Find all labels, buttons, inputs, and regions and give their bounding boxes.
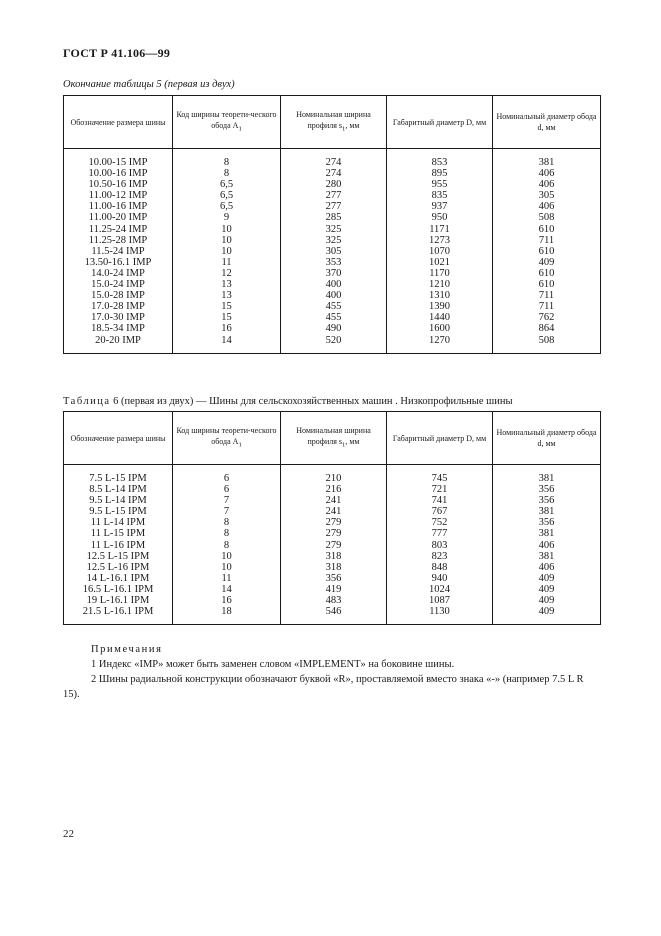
table-cell: 1210 bbox=[429, 279, 450, 291]
table-cell: 400 bbox=[325, 279, 342, 291]
table5-col-rim-diameter bbox=[493, 149, 601, 354]
table-cell: 11 L-15 IPM bbox=[90, 528, 146, 540]
table-cell: 409 bbox=[538, 595, 555, 607]
table-cell: 10 bbox=[221, 550, 232, 562]
table-cell: 409 bbox=[538, 256, 555, 268]
table-cell: 13 bbox=[221, 290, 232, 302]
col-header-section-width: Номинальная ширина профиля $s_1$, мм bbox=[281, 96, 387, 149]
table-cell: 508 bbox=[538, 212, 555, 224]
table-cell: 745 bbox=[431, 473, 448, 484]
table-cell: 762 bbox=[538, 312, 555, 324]
table-cell: 400 bbox=[325, 290, 342, 302]
table-cell: 8 bbox=[223, 528, 230, 540]
table-cell: 16.5 L-16.1 IPM bbox=[82, 583, 154, 595]
table-cell: 406 bbox=[538, 561, 555, 573]
table-cell: 8 bbox=[223, 157, 230, 168]
table-cell: 711 bbox=[538, 290, 555, 302]
table-cell: 955 bbox=[431, 179, 448, 191]
table-cell: 11 L-16 IPM bbox=[90, 539, 146, 551]
table-cell: 546 bbox=[325, 606, 342, 618]
table5-col-size bbox=[64, 149, 173, 354]
table-cell: 11.00-12 IMP bbox=[88, 190, 148, 202]
table-cell: 777 bbox=[431, 528, 448, 540]
table-cell: 11.00-16 IMP bbox=[88, 201, 148, 213]
table-cell: 848 bbox=[431, 561, 448, 573]
table-cell: 752 bbox=[431, 517, 448, 529]
table-cell: 406 bbox=[538, 201, 555, 213]
table-cell: 10 bbox=[221, 223, 232, 235]
table-cell: 17.0-30 IMP bbox=[91, 312, 145, 324]
table-cell: 18.5-34 IMP bbox=[91, 323, 145, 335]
table-cell: 610 bbox=[538, 245, 555, 257]
table-cell: 11 bbox=[221, 572, 232, 584]
table-cell: 318 bbox=[325, 550, 342, 562]
table-cell: 15 bbox=[221, 312, 232, 324]
col-header-size: Обозначение размера шины bbox=[64, 412, 173, 465]
table-cell: 1024 bbox=[429, 583, 450, 595]
table6-col-rim-diameter bbox=[493, 465, 601, 625]
note-item: 2 Шины радиальной конструкции обозначают буквой «R», проставляемой вместо знака «-» (например 7.5 L R 15). bbox=[63, 674, 584, 700]
table-cell: 274 bbox=[325, 157, 342, 168]
table-cell: 864 bbox=[538, 323, 555, 335]
table-cell: 1310 bbox=[429, 290, 450, 302]
table6-caption-word: Таблица bbox=[63, 396, 111, 407]
table-cell: 1171 bbox=[429, 223, 450, 235]
table-cell: 940 bbox=[431, 572, 448, 584]
table-cell: 9.5 L-14 IPM bbox=[89, 495, 147, 507]
table-cell: 10.50-16 IMP bbox=[88, 179, 148, 191]
table6 bbox=[63, 411, 601, 625]
table-cell: 18 bbox=[221, 606, 232, 618]
table-cell: 610 bbox=[538, 267, 555, 279]
table-cell: 1170 bbox=[429, 267, 450, 279]
table-cell: 11 L-14 IPM bbox=[90, 517, 146, 529]
table-cell: 381 bbox=[538, 528, 555, 540]
table-cell: 241 bbox=[325, 506, 342, 518]
table-cell: 6,5 bbox=[219, 201, 234, 213]
table-cell: 279 bbox=[325, 517, 342, 529]
table-cell: 409 bbox=[538, 572, 555, 584]
col-header-overall-diameter: Габаритный диаметр D, мм bbox=[387, 412, 493, 465]
table-cell: 16 bbox=[221, 323, 232, 335]
col-header-rim-width-code: Код ширины теорети-ческого обода $A_1$ bbox=[173, 412, 281, 465]
table-cell: 10 bbox=[221, 234, 232, 246]
table-cell: 19 L-16.1 IPM bbox=[86, 595, 150, 607]
table-cell: 15.0-28 IMP bbox=[91, 290, 145, 302]
table-cell: 279 bbox=[325, 539, 342, 551]
table-cell: 277 bbox=[325, 201, 342, 213]
table-cell: 9 bbox=[223, 212, 230, 224]
col-header-rim-diameter: Номинальный диаметр обода d, мм bbox=[493, 96, 601, 149]
table-cell: 305 bbox=[325, 245, 342, 257]
table-cell: 14 L-16.1 IPM bbox=[86, 572, 150, 584]
table6-header-row bbox=[64, 412, 601, 465]
table-cell: 1273 bbox=[429, 234, 450, 246]
table6-col-size bbox=[64, 465, 173, 625]
table5-body bbox=[64, 149, 601, 354]
page-number: 22 bbox=[63, 828, 74, 840]
table-cell: 11 bbox=[221, 256, 232, 268]
table-cell: 11.25-24 IMP bbox=[88, 223, 148, 235]
table-cell: 6,5 bbox=[219, 179, 234, 191]
table-cell: 16 bbox=[221, 595, 232, 607]
table-cell: 803 bbox=[431, 539, 448, 551]
table-cell: 6,5 bbox=[219, 190, 234, 202]
table-cell: 711 bbox=[538, 301, 555, 313]
table-cell: 1021 bbox=[429, 256, 450, 268]
table-cell: 409 bbox=[538, 583, 555, 595]
table-cell: 12 bbox=[221, 267, 232, 279]
table-cell: 216 bbox=[325, 484, 342, 496]
col-header-overall-diameter: Габаритный диаметр D, мм bbox=[387, 96, 493, 149]
table-cell: 455 bbox=[325, 301, 342, 313]
table-cell: 274 bbox=[325, 168, 342, 180]
table-cell: 15.0-24 IMP bbox=[91, 279, 145, 291]
table-cell: 13.50-16.1 IMP bbox=[84, 256, 152, 268]
table-cell: 20-20 IMP bbox=[95, 334, 141, 346]
table-cell: 318 bbox=[325, 561, 342, 573]
table-cell: 937 bbox=[431, 201, 448, 213]
table-cell: 853 bbox=[431, 157, 448, 168]
notes bbox=[63, 642, 600, 702]
table-cell: 13 bbox=[221, 279, 232, 291]
table-cell: 8 bbox=[223, 539, 230, 551]
table-cell: 610 bbox=[538, 223, 555, 235]
table-cell: 10.00-16 IMP bbox=[88, 168, 148, 180]
table-cell: 11.5-24 IMP bbox=[91, 245, 145, 257]
col-header-section-width: Номинальная ширина профиля $s_1$, мм bbox=[281, 412, 387, 465]
table-cell: 370 bbox=[325, 267, 342, 279]
table-cell: 490 bbox=[325, 323, 342, 335]
table-cell: 419 bbox=[325, 583, 342, 595]
table-cell: 1087 bbox=[429, 595, 450, 607]
table-cell: 741 bbox=[431, 495, 448, 507]
table6-caption-text: 6 (первая из двух) — Шины для сельскохозяйственных машин . Низкопрофильные шины bbox=[113, 396, 513, 407]
table-cell: 353 bbox=[325, 256, 342, 268]
table-cell: 277 bbox=[325, 190, 342, 202]
table6-col-section-width bbox=[281, 465, 387, 625]
table5-header-row bbox=[64, 96, 601, 149]
table-cell: 21.5 L-16.1 IPM bbox=[82, 606, 154, 618]
table-cell: 823 bbox=[431, 550, 448, 562]
document-header: ГОСТ Р 41.106—99 bbox=[63, 46, 171, 60]
table-cell: 14.0-24 IMP bbox=[91, 267, 145, 279]
table5-col-rim-code bbox=[173, 149, 281, 354]
table-cell: 483 bbox=[325, 595, 342, 607]
table-cell: 12.5 L-15 IPM bbox=[86, 550, 150, 562]
table-cell: 406 bbox=[538, 168, 555, 180]
table-cell: 895 bbox=[431, 168, 448, 180]
table-cell: 381 bbox=[538, 506, 555, 518]
table-cell: 356 bbox=[538, 495, 555, 507]
table-cell: 6 bbox=[223, 484, 230, 496]
table-cell: 1440 bbox=[429, 312, 450, 324]
table-cell: 7 bbox=[223, 495, 230, 507]
table-cell: 356 bbox=[538, 484, 555, 496]
table-cell: 406 bbox=[538, 539, 555, 551]
table-cell: 1390 bbox=[429, 301, 450, 313]
table-cell: 9.5 L-15 IPM bbox=[89, 506, 147, 518]
table-cell: 767 bbox=[431, 506, 448, 518]
table-cell: 10.00-15 IMP bbox=[88, 157, 148, 168]
table-cell: 8 bbox=[223, 168, 230, 180]
table-cell: 455 bbox=[325, 312, 342, 324]
table-cell: 1270 bbox=[429, 334, 450, 346]
table-cell: 1070 bbox=[429, 245, 450, 257]
table-cell: 14 bbox=[221, 334, 232, 346]
table-cell: 381 bbox=[538, 473, 555, 484]
col-header-rim-width-code: Код ширины теорети-ческого обода $A_1$ bbox=[173, 96, 281, 149]
table-cell: 14 bbox=[221, 583, 232, 595]
table6-body bbox=[64, 465, 601, 625]
table-cell: 6 bbox=[223, 473, 230, 484]
table-cell: 721 bbox=[431, 484, 448, 496]
col-header-rim-diameter: Номинальный диаметр обода d, мм bbox=[493, 412, 601, 465]
table5-caption: Окончание таблицы 5 (первая из двух) bbox=[63, 79, 235, 90]
table6-col-overall-diameter bbox=[387, 465, 493, 625]
table-cell: 11.25-28 IMP bbox=[88, 234, 148, 246]
table-cell: 280 bbox=[325, 179, 342, 191]
table-cell: 241 bbox=[325, 495, 342, 507]
table-cell: 356 bbox=[538, 517, 555, 529]
table-cell: 325 bbox=[325, 234, 342, 246]
table-cell: 356 bbox=[325, 572, 342, 584]
table-cell: 381 bbox=[538, 550, 555, 562]
notes-title: Примечания bbox=[91, 644, 163, 655]
table-cell: 11.00-20 IMP bbox=[88, 212, 148, 224]
table-cell: 520 bbox=[325, 334, 342, 346]
table-cell: 711 bbox=[538, 234, 555, 246]
table-cell: 15 bbox=[221, 301, 232, 313]
note-item: 1 Индекс «IMP» может быть заменен словом «IMPLEMENT» на боковине шины. bbox=[91, 659, 455, 670]
table-cell: 381 bbox=[538, 157, 555, 168]
table-cell: 210 bbox=[325, 473, 342, 484]
table-cell: 8.5 L-14 IPM bbox=[89, 484, 147, 496]
table-cell: 10 bbox=[221, 561, 232, 573]
table-cell: 325 bbox=[325, 223, 342, 235]
table6-caption bbox=[63, 396, 513, 407]
table-cell: 835 bbox=[431, 190, 448, 202]
table-cell: 285 bbox=[325, 212, 342, 224]
table-cell: 1130 bbox=[429, 606, 450, 618]
table-cell: 409 bbox=[538, 606, 555, 618]
table-cell: 279 bbox=[325, 528, 342, 540]
table-cell: 508 bbox=[538, 334, 555, 346]
table-cell: 10 bbox=[221, 245, 232, 257]
table-cell: 7.5 L-15 IPM bbox=[89, 473, 147, 484]
table-cell: 1600 bbox=[429, 323, 450, 335]
table-cell: 610 bbox=[538, 279, 555, 291]
table5 bbox=[63, 95, 601, 354]
table-cell: 305 bbox=[538, 190, 555, 202]
col-header-size: Обозначение размера шины bbox=[64, 96, 173, 149]
table-cell: 406 bbox=[538, 179, 555, 191]
table5-col-overall-diameter bbox=[387, 149, 493, 354]
table-cell: 7 bbox=[223, 506, 230, 518]
table6-col-rim-code bbox=[173, 465, 281, 625]
table-cell: 8 bbox=[223, 517, 230, 529]
table5-col-section-width bbox=[281, 149, 387, 354]
table-cell: 17.0-28 IMP bbox=[91, 301, 145, 313]
table-cell: 12.5 L-16 IPM bbox=[86, 561, 150, 573]
table-cell: 950 bbox=[431, 212, 448, 224]
